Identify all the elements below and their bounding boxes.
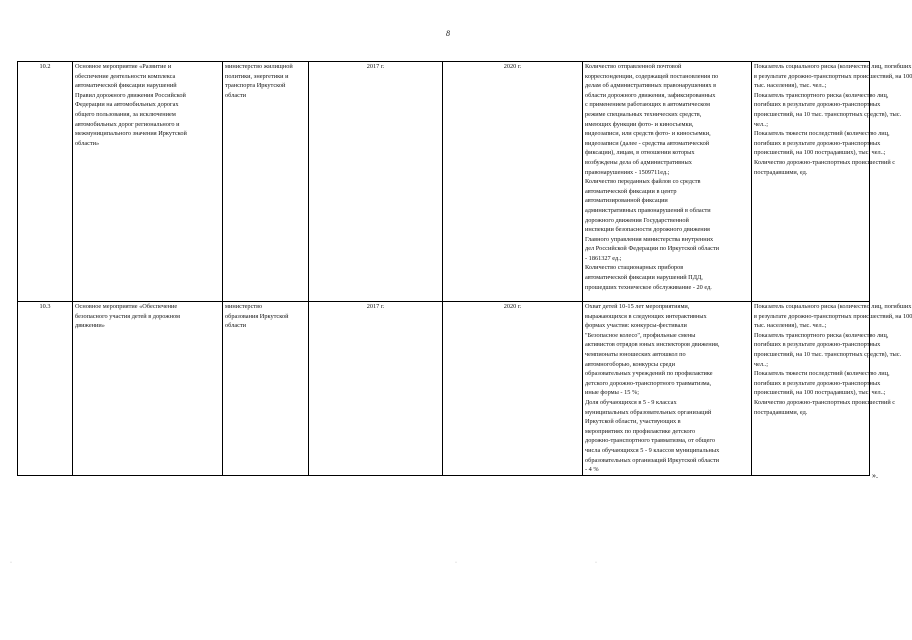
result-cell-line: видеозаписи, или средств фото- и киносъемки, (585, 130, 711, 138)
result-cell-line: активистов отрядов юных инспекторов движения, (585, 341, 720, 349)
table-row (18, 302, 870, 476)
indicator-cell-line: Показатель социального риска (количество лиц, погибших (754, 303, 912, 310)
result-cell-line: Доля обучающихся в 5 - 9 классах (585, 398, 677, 406)
result-cell-line: области дорожного движения, зафиксированных (585, 91, 716, 99)
indicator-cell-line: Количество дорожно-транспортных происшествий с (754, 158, 896, 166)
indicator-cell-line: в результате дорожно-транспортных происшествий, на 100 (754, 72, 912, 80)
result-cell-line: Охват детей 10-15 лет мероприятиями, (585, 303, 690, 310)
event-cell-line: Основное мероприятие «Развитие и (75, 63, 172, 70)
result-cell-line: автоматической фиксации в центр (585, 187, 677, 195)
indicator-cell (752, 302, 912, 476)
result-cell-line: выражающихся в следующих интерактивных (585, 312, 707, 320)
executor-cell-line: политики, энергетики и (225, 72, 289, 80)
result-cell-line: автоматической фиксации нарушений ПДД, (585, 274, 703, 282)
executor-cell (223, 302, 309, 476)
event-cell (73, 62, 223, 302)
result-cell-line: дорожного движения Государственной (585, 216, 689, 224)
event-cell (73, 302, 223, 476)
indicator-cell-line: погибших в результате дорожно-транспортных (754, 101, 881, 109)
executor-cell-line: области (225, 322, 247, 330)
result-cell-line: муниципальных образовательных организаций (585, 408, 712, 416)
result-cell-line: детского дорожно-транспортного травматизма, (585, 379, 712, 387)
result-cell-line: образовательных учреждений по профилактике (585, 370, 713, 378)
result-cell (583, 62, 752, 302)
page-number: 8 (446, 29, 450, 38)
start-year: 2017 г. (309, 62, 443, 302)
result-cell-line: Количество стационарных приборов (585, 264, 684, 272)
result-cell (583, 302, 752, 476)
result-cell-line: режиме специальных технических средств, (585, 110, 702, 118)
indicator-cell-line: чел..; (754, 120, 769, 128)
end-year: 2020 г. (443, 62, 583, 302)
indicator-cell-line: тыс. населения), тыс. чел..; (754, 82, 827, 90)
indicator-cell-line: в результате дорожно-транспортных происшествий, на 100 (754, 312, 912, 320)
indicator-cell-line: чел..; (754, 360, 769, 368)
indicator-cell-line: погибших в результате дорожно-транспортных (754, 139, 881, 147)
indicator-cell-line: Количество дорожно-транспортных происшествий с (754, 398, 896, 406)
indicator-cell-line: погибших в результате дорожно-транспортных (754, 341, 881, 349)
event-cell-line: автоматической фиксации нарушений (75, 82, 177, 90)
event-cell-line: Федерации на автомобильных дорогах (75, 101, 179, 109)
indicator-cell-line: Показатель транспортного риска (количество лиц, (754, 331, 889, 339)
indicator-cell-line: Показатель социального риска (количество лиц, погибших (754, 63, 912, 70)
result-cell-line: автоматизированной фиксации (585, 197, 668, 205)
executor-cell-line: министерство жилищной (225, 63, 293, 70)
executor-cell-line: области (225, 91, 247, 99)
indicator-cell-line: происшествий, на 10 тыс. транспортных средств), тыс. (754, 350, 902, 358)
program-table (17, 61, 912, 476)
event-cell-line: Правил дорожного движения Российской (75, 91, 186, 99)
result-cell-line: инспекции безопасности дорожного движения (585, 226, 710, 234)
event-cell-line: обеспечение деятельности комплекса (75, 72, 176, 80)
result-cell-line: правонарушениях - 1509711ед.; (585, 168, 670, 176)
event-cell-line: движении» (75, 322, 105, 330)
result-cell-line: - 4 % (585, 466, 599, 474)
scan-speck: · (10, 560, 12, 566)
indicator-cell-line: пострадавшими, ед. (754, 168, 808, 176)
result-cell-line: возбуждены дела об административных (585, 158, 692, 166)
event-cell-line: межмуниципального значения Иркутской (75, 130, 187, 138)
result-cell-line: дел Российской Федерации по Иркутской области (585, 245, 720, 253)
scan-speck: · (455, 560, 457, 566)
event-cell-line: общего пользования, за исключением (75, 110, 176, 118)
result-cell-line: Количество отправленной почтовой (585, 63, 682, 70)
event-cell-line: безопасного участия детей в дорожном (75, 312, 180, 320)
result-cell-line: формах участия: конкурсы-фестивали (585, 322, 687, 330)
result-cell-line: "Безопасное колесо", профильные смены (585, 331, 696, 339)
executor-cell-line: министерство (225, 303, 263, 310)
result-cell-line: административных правонарушений в области (585, 206, 711, 214)
row-number: 10.2 (18, 62, 73, 302)
indicator-cell-line: происшествий, на 10 тыс. транспортных средств), тыс. (754, 110, 902, 118)
result-cell-line: видеозаписи (далее - средства автоматической (585, 139, 710, 147)
result-cell-line: фиксации), лицам, в отношении которых (585, 149, 695, 157)
row-number: 10.3 (18, 302, 73, 476)
indicator-cell-line: Показатель транспортного риска (количество лиц, (754, 91, 889, 99)
indicator-cell-line: Показатель тяжести последствий (количество лиц, (754, 130, 890, 138)
result-cell-line: имеющих функции фото- и киносъемки, (585, 120, 694, 128)
indicator-cell (752, 62, 912, 302)
result-cell-line: прошедших техническое обслуживание - 20 ед. (585, 283, 712, 291)
executor-cell-line: образования Иркутской (225, 312, 289, 320)
start-year: 2017 г. (309, 302, 443, 476)
result-cell-line: чемпионаты юношеских автошкол по (585, 350, 686, 358)
table-row (18, 62, 870, 302)
closing-quote: ». (872, 471, 878, 480)
indicator-cell-line: Показатель тяжести последствий (количество лиц, (754, 370, 890, 378)
result-cell-line: делам об административных правонарушениях в (585, 82, 717, 90)
event-cell-line: Основное мероприятие «Обеспечение (75, 303, 178, 310)
indicator-cell-line: пострадавшими, ед. (754, 408, 808, 416)
event-cell-line: автомобильных дорог регионального и (75, 120, 180, 128)
executor-cell-line: транспорта Иркутской (225, 82, 286, 90)
result-cell-line: Главного управления министерства внутренних (585, 235, 714, 243)
indicator-cell-line: происшествий, на 100 пострадавших), тыс. чел..; (754, 389, 886, 397)
indicator-cell-line: происшествий, на 100 пострадавших), тыс. чел..; (754, 149, 886, 157)
scan-speck: · (595, 560, 597, 566)
executor-cell (223, 62, 309, 302)
indicator-cell-line: погибших в результате дорожно-транспортных (754, 379, 881, 387)
result-cell-line: Количество переданных файлов со средств (585, 178, 701, 186)
end-year: 2020 г. (443, 302, 583, 476)
event-cell-line: области» (75, 139, 100, 147)
result-cell-line: числа обучающихся 5 - 9 классов муниципальных (585, 446, 720, 454)
result-cell-line: Иркутской области, участвующих в (585, 418, 681, 426)
indicator-cell-line: тыс. населения), тыс. чел..; (754, 322, 827, 330)
result-cell-line: иные формы - 15 %; (585, 389, 639, 397)
result-cell-line: - 1861327 ед.; (585, 254, 622, 262)
result-cell-line: образовательных организаций Иркутской области (585, 456, 719, 464)
result-cell-line: дорожно-транспортного травматизма, от общего (585, 437, 715, 445)
result-cell-line: с применением работающих в автоматическом (585, 101, 710, 109)
result-cell-line: мероприятиях по профилактике детского (585, 427, 696, 435)
result-cell-line: автомногоборью, конкурсы среди (585, 360, 675, 368)
result-cell-line: корреспонденции, содержащей постановления по (585, 72, 719, 80)
